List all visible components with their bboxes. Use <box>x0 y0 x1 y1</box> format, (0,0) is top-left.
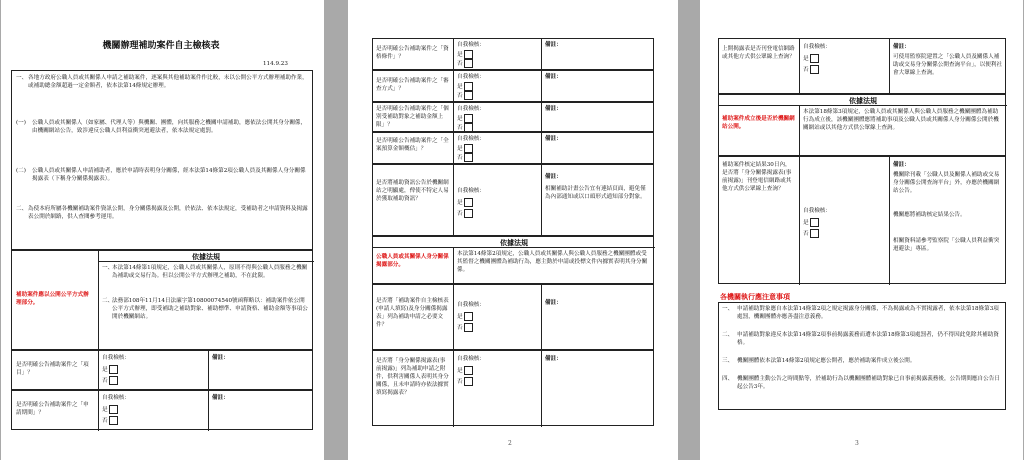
note-text: 相關補助計畫公告宜有連結頁面，避免僅為內部通知或以口頭形式通知部分對象。 <box>545 186 646 200</box>
yes-checkbox[interactable] <box>810 218 819 227</box>
intro-item-1-1: 公職人員或其關係人（如家屬、代理人等）與機關、團體，向其服務之機關申請補助，應依法公開其身分關係，由機關網站公告，致涉違反公職人員利益衝突迴避法者，依本法規定處罰。 <box>32 120 307 134</box>
checklist-row: 是否明確公告補助案件之「全案預算金額概估」？ 自我檢核： 是 否 備註： <box>372 132 654 164</box>
checklist-row: 是否將「補助案件自主檢核表(申請人填寫)及身分關係揭露表」列為補助申請之必要文件？ 自我檢核： 是 否 備註： <box>372 284 654 350</box>
intro-item-2: 為使本府所屬各機關補助案件資訊公開，身分關係揭露及公開，於依法、依本法規定，受補助者之申請資料及揭露表公開於網路，供人查閱參考運用。 <box>28 206 308 220</box>
checklist-row: 是否明確公告補助案件之「項目」？ 自我檢核： 是 否 備註： <box>11 350 313 390</box>
note-item-2: 機關應將補助核定結果公告。 <box>893 212 966 218</box>
note-2: 申請補助對象違反本法第14條第2項事前揭露義務而遭本法第18條第3項處罰者，仍不得因此免除其補助資格。 <box>737 332 999 346</box>
yes-checkbox[interactable] <box>464 198 473 207</box>
note-item-1: 機關除刊載「公職人員及關係人補助或交易身分關係公開查詢平台」外，亦應於機關網站公告。 <box>893 172 1000 194</box>
basis-header: 依據法規 <box>500 238 528 247</box>
document-page-3 <box>700 0 1023 460</box>
basis-item-1: 本法第14條第1項規定，公職人員或其關係人，原則不得與公職人員服務之機關為補助或交易行為。但以公開公平方式辦理之補助，不在此限。 <box>112 265 308 279</box>
yes-checkbox[interactable] <box>464 312 473 321</box>
basis-section <box>718 94 1006 156</box>
section-label: 公職人員或其關係人身分關係揭露部分。 <box>376 254 449 268</box>
no-checkbox[interactable] <box>109 416 118 425</box>
no-checkbox[interactable] <box>464 323 473 332</box>
yes-checkbox[interactable] <box>464 114 473 123</box>
no-checkbox[interactable] <box>464 377 473 386</box>
yes-checkbox[interactable] <box>810 54 819 63</box>
checklist-row: 是否將補助資訊公告於機關網站之明顯處，俾使不特定人易於獲取補助資訊？ 自我檢核： 是 否 備註： 相關補助計畫公告宜有連結頁面，避免僅為內部通知或以口頭形式通知部分對象。 <box>372 164 654 236</box>
no-checkbox[interactable] <box>810 65 819 74</box>
checklist-row: 是否明確公告補助案件之「申請期間」？ 自我檢核： 是 否 備註： <box>11 390 313 430</box>
note-text: 可使用監察院建置之「公職人員及關係人補助或交易身分關係公開查詢平台」，以便利社會大眾線上查詢。 <box>893 54 1003 76</box>
no-checkbox[interactable] <box>464 153 473 162</box>
basis-item-2: 法務部108年11月14日法廉字第10800074540號函釋略以：補助案件依公開公平方式辦理，即受補助之補助對象、補助標準、申請資格、補助金額等事項公開於機關網站。 <box>112 298 308 320</box>
yes-checkbox[interactable] <box>464 366 473 375</box>
note-3: 機關團體依本法第14條第2項規定應公開者，應於補助案件成立後公開。 <box>737 358 916 364</box>
notes-box: 一、 申請補助對象應自本法第14條第2項之規定揭露身分關係，不為揭露或為不實揭露者，依本法第18條第3項處罰，機關團體亦應善盡注意義務。 二、 申請補助對象違反本法第14條第2項事前揭露義務而遭本法第18條第3項處罰者，仍不得因此免除其補助資格。 三、 機關團體依本法第14條第2項規定應公開者，應於補助案件成立後公開。 四、 機關團體主動公告之時間點等，於補助行為以機關團體補助對象已自事前揭露義務後，公告期間應自公告日起公告3年。 <box>718 302 1006 410</box>
basis-section <box>372 236 654 284</box>
basis-text: 本法第18條第3項規定，公職人員或其關係人與公職人員服務之機關團體為補助行為成立後，該機關團體應將補助事項及公職人員或其關係人身分關係公開於機關網站或以其他方式供公眾線上查詢。 <box>803 109 999 131</box>
page-number: 2 <box>508 440 512 447</box>
checklist-row: 是否明確公告補助案件之「審查方式」？ 自我檢核： 是 否 備註： <box>372 70 654 102</box>
intro-item-1: 各地方政府公職人員或其關係人申請之補助案件，逐案與其他補助案件作比較，未以公開公平方式辦理補助作業，或補助總金額超過一定金額者，依本法第14條規定辦理。 <box>28 75 308 89</box>
no-checkbox[interactable] <box>464 59 473 68</box>
no-checkbox[interactable] <box>464 209 473 218</box>
yes-checkbox[interactable] <box>109 405 118 414</box>
checklist-row: 是否將「身分關係揭露表(事前揭露)」列為補助申請之附件，供利害關係人表明其身分關係，且未申請時亦依法據實填寫揭露表？ 自我檢核： 是 否 備註： <box>372 350 654 426</box>
basis-header: 依據法規 <box>849 96 877 105</box>
document-page-2 <box>348 0 678 460</box>
checklist-row: 是否明確公告補助案件之「個別受補助對象之補助金額上限」？ 自我檢核： 是 否 備註： <box>372 102 654 132</box>
page-number: 3 <box>855 440 859 447</box>
document-date: 114.9.23 <box>263 61 288 67</box>
no-checkbox[interactable] <box>464 123 473 132</box>
no-checkbox[interactable] <box>810 229 819 238</box>
note-label: 備註： <box>212 395 229 401</box>
checklist-row: 是否明確公告補助案件之「資格條件」？ 自我檢核： 是 否 備註： <box>372 38 654 70</box>
basis-text: 本法第14條第2項規定，公職人員或其關係人與公職人員服務之機關團體或受其監督之機關團體為補助行為，應主動於申請或投標文件內據實表明其身分關係。 <box>457 251 648 273</box>
row-question: 是否明確公告補助案件之「項目」？ <box>16 362 89 376</box>
note-label: 備註： <box>212 355 229 361</box>
document-title: 機關辦理補助案件自主檢核表 <box>102 41 220 51</box>
yes-checkbox[interactable] <box>464 82 473 91</box>
intro-box: 一、 各地方政府公職人員或其關係人申請之補助案件，逐案與其他補助案件作比較，未以公開公平方式辦理補助作業，或補助總金額超過一定金額者，依本法第14條規定辦理。 (一) 公職人員或其關係人（如家屬、代理人等）與機關、團體，向其服務之機關申請補助，應依法公開其身分關係，由機關網站公告，致涉違反公職人員利益衝突迴避法者，依本法規定處罰。 (二) 公職人員或其關係人申請補助者，應於申請時表明身分關係，經本法第14條第2項公職人員及其關係人身分關係揭露表（下稱身分關係揭露表）。 二、 為使本府所屬各機關補助案件資訊公開，身分關係揭露及公開，於依法、依本法規定，受補助者之申請資料及揭露表公開於網路，供人查閱參考運用。 <box>11 70 313 250</box>
note-4: 機關團體主動公告之時間點等，於補助行為以機關團體補助對象已自事前揭露義務後，公告期間應自公告日起公告3年。 <box>737 376 1000 390</box>
yes-checkbox[interactable] <box>464 144 473 153</box>
no-checkbox[interactable] <box>109 376 118 385</box>
document-page-1 <box>1 0 324 460</box>
basis-header: 依據法規 <box>192 252 220 261</box>
intro-item-1-2: 公職人員或其關係人申請補助者，應於申請時表明身分關係，經本法第14條第2項公職人員及其關係人身分關係揭露表（下稱身分關係揭露表）。 <box>32 168 306 182</box>
no-checkbox[interactable] <box>464 91 473 100</box>
basis-section: 依據法規 補助案件應以公開公平方式辦理部分。 一、 本法第14條第1項規定，公職人員或其關係人，原則不得與公職人員服務之機關為補助或交易行為。但以公開公平方式辦理之補助，不在此限。 二、 法務部108年11月14日法廉字第10800074540號函釋略以：補助案件依公開公平方式辦理，即受補助之補助對象、補助標準、申請資格、補助金額等事項公開於機關網站。 <box>11 250 313 350</box>
row-question: 是否明確公告補助案件之「申請期間」？ <box>16 402 89 416</box>
notes-header: 各機關執行應注意事項 <box>720 292 790 301</box>
yes-checkbox[interactable] <box>109 365 118 374</box>
checklist-row: 上開揭露表是否刊登電信網路或其他方式供公眾線上查詢？ 自我檢核： 是 否 備註： 可使用監察院建置之「公職人員及關係人補助或交易身分關係公開查詢平台」，以便利社會大眾線上查詢。 <box>718 38 1006 94</box>
yes-checkbox[interactable] <box>464 50 473 59</box>
note-1: 申請補助對象應自本法第14條第2項之規定揭露身分關係，不為揭露或為不實揭露者，依本法第18條第3項處罰，機關團體亦應善盡注意義務。 <box>737 306 999 320</box>
section-label: 補助案件成立後是否於機關網站公開。 <box>722 116 795 130</box>
checklist-row: 補助案件核定結果30日內，是否將「身分關係揭露表(事前揭露)」刊登電信網路或其他方式供公眾線上查詢？ 自我檢核： 是 否 備註： 機關除刊載「公職人員及關係人補助或交易身分關係公開查詢平台」外，亦應於機關網站公告。 機關應將補助核定結果公告。 相關資料請參考監察院「公職人員利益衝突迴避法」專區。 <box>718 156 1006 284</box>
note-item-3: 相關資料請參考監察院「公職人員利益衝突迴避法」專區。 <box>893 238 1000 252</box>
section-label: 補助案件應以公開公平方式辦理部分。 <box>16 292 89 306</box>
